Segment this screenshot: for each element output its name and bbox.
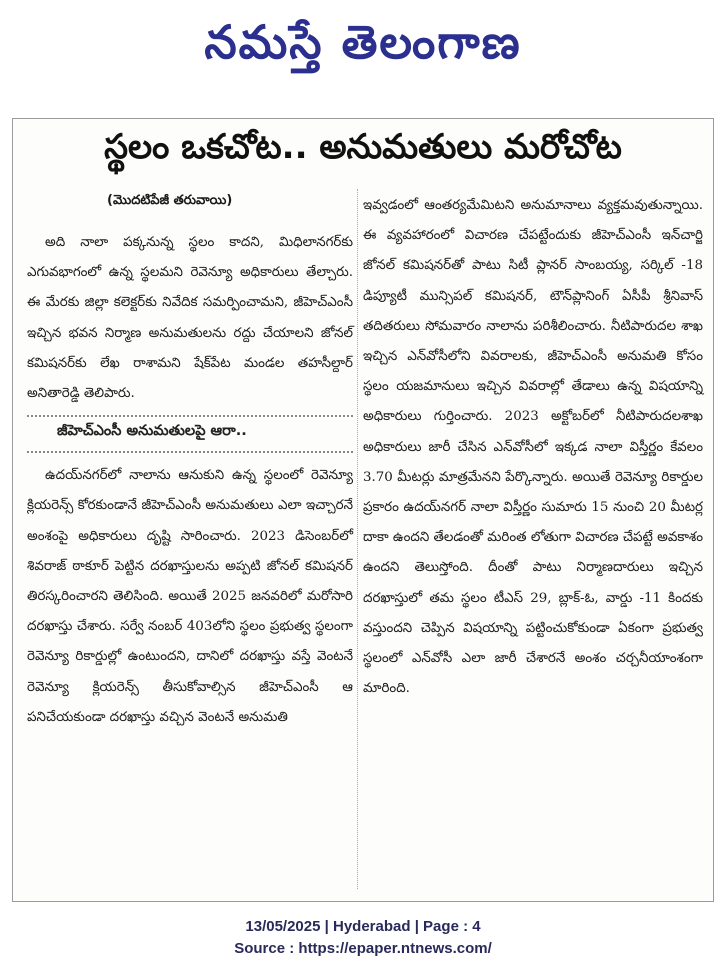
footer-source-line: Source : https://epaper.ntnews.com/ <box>234 940 492 957</box>
subhead-box <box>27 415 353 453</box>
left-column <box>27 189 353 733</box>
column-divider <box>357 189 358 889</box>
continued-label: (మొదటిపేజీ తరువాయి) <box>107 193 233 208</box>
left-paragraph-2: ఉదయ్‌నగర్‌లో నాలాను ఆనుకుని ఉన్న స్థలంలో రెవెన్యూ క్లియరెన్స్ కోరకుండానే జీహెచ్‌ఎంసీ అనుమతులు ఎలా ఇచ్చారనే అంశంపై అధికారులు దృష్టి సారించారు. 2023 డిసెంబర్‌లో శివరాజ్ ఠాకూర్ పెట్టిన దరఖాస్తులను అప్పటి జోనల్ కమిషనర్ తిరస్కరించారని తెలిసింది. అయితే 2025 జనవరిలో మరోసారి దరఖాస్తు చేశారు. సర్వే నంబర్ 403లోని స్థలం ప్రభుత్వ స్థలంగా రెవెన్యూ రికార్డుల్లో ఉంటుందని, దానిలో దరఖాస్తు వస్తే వెంటనే రెవెన్యూ క్లియరెన్స్ తీసుకోవాల్సిన జీహెచ్‌ఎంసీ ఆ పనిచేయకుండా దరఖాస్తు వచ్చిన వెంటనే అనుమతి <box>27 468 353 725</box>
article-clipping <box>12 118 714 902</box>
right-paragraph: ఇవ్వడంలో ఆంతర్యమేమిటని అనుమానాలు వ్యక్తమవుతున్నాయి. ఈ వ్యవహారంలో విచారణ చేపట్టేందుకు జీహెచ్‌ఎంసీ ఇన్‌చార్జి జోనల్ కమిషనర్‌తో పాటు సిటీ ప్లానర్ సాంబయ్య, సర్కిల్ -18 డిప్యూటీ మున్సిపల్ కమిషనర్, టౌన్‌ప్లానింగ్ ఏసీపీ శ్రీనివాస్ తదితరులు సోమవారం నాలాను పరిశీలించారు. నీటిపారుదల శాఖ ఇచ్చిన ఎన్‌వోసీలోని వివరాలకు, జీహెచ్‌ఎంసీ అనుమతి కోసం స్థలం యజమానులు ఇచ్చిన వివరాల్లో తేడాలు ఉన్న విషయాన్ని అధికారులు గుర్తించారు. 2023 అక్టోబర్‌లో నీటిపారుదలశాఖ అధికారులు జారీ చేసిన ఎన్‌వోసీలో ఇక్కడ నాలా విస్తీర్ణం కేవలం 3.70 మీటర్లు మాత్రమేనని పేర్కొన్నారు. అయితే రెవెన్యూ రికార్డుల ప్రకారం ఉదయ్‌నగర్ నాలా విస్తీర్ణం సుమారు 15 నుంచి 20 మీటర్ల దాకా ఉందని తేలడంతో మరింత లోతుగా విచారణ చేపట్టే అవకాశం ఉందని తెలుస్తోంది. దీంతో పాటు నిర్మాణదారులు ఇచ్చిన దరఖాస్తులో తమ స్థలం టీఎస్ 29, బ్లాక్-ఓ, వార్డు -11 కిందకు వస్తుందని చెప్పిన విషయాన్ని పట్టించుకోకుండా ఏకంగా ప్రభుత్వ స్థలంలో ఎన్‌వోసీ ఎలా జారీ చేశారనే అంశం చర్చనీయాంశంగా మారింది. <box>363 198 703 697</box>
right-column <box>363 191 703 704</box>
newspaper-masthead <box>0 0 726 96</box>
left-paragraph-1: అది నాలా పక్కనున్న స్థలం కాదని, మిధిలానగర్‌కు ఎగువభాగంలో ఉన్న స్థలమని రెవెన్యూ అధికారులు తేల్చారు. ఈ మేరకు జిల్లా కలెక్టర్‌కు నివేదిక సమర్పించామని, జీహెచ్‌ఎంసీ ఇచ్చిన భవన నిర్మాణ అనుమతులను రద్దు చేయాలని జోనల్ కమిషనర్‌కు లేఖ రాశామని షేక్‌పేట మండల తహసీల్దార్ అనితారెడ్డి తెలిపారు. <box>27 235 353 402</box>
footer-date-line: 13/05/2025 | Hyderabad | Page : 4 <box>245 918 481 935</box>
article-subhead: జీహెచ్‌ఎంసీ అనుమతులపై ఆరా.. <box>57 423 247 440</box>
masthead-title: నమస్తే తెలంగాణ <box>204 15 522 69</box>
article-headline: స్థలం ఒకచోట.. అనుమతులు మరోచోట <box>104 127 622 167</box>
